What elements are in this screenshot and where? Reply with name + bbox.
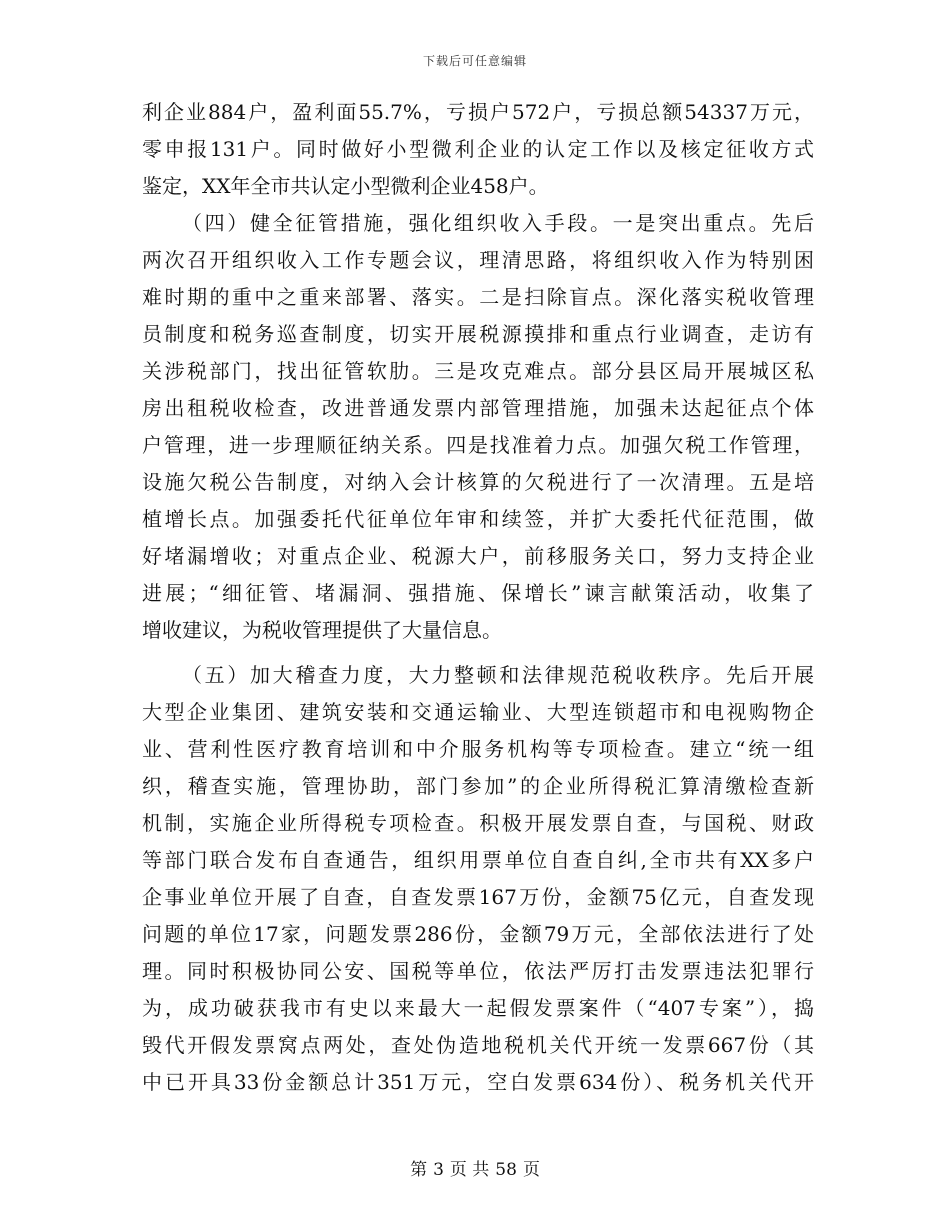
- page-footer: [0, 1155, 950, 1180]
- paragraph-line: 中已开具33份金额总计351万元，空白发票634份）、税务机关代开: [142, 1070, 814, 1094]
- paragraph-line: 问题的单位17家，问题发票286份，金额79万元，全部依法进行了处: [142, 922, 814, 946]
- total-page-count: 58: [495, 1160, 517, 1180]
- paragraph-line: 员制度和税务巡查制度，切实开展税源摸排和重点行业调查，走访有: [142, 322, 814, 346]
- paragraph-line: 大型企业集团、建筑安装和交通运输业、大型连锁超市和电视购物企: [142, 700, 814, 724]
- paragraph-line: 织，稽查实施，管理协助，部门参加”的企业所得税汇算清缴检查新: [142, 774, 814, 798]
- paragraph-3: [142, 657, 814, 1101]
- paragraph-line: 两次召开组织收入工作专题会议，理清思路，将组织收入作为特别困: [142, 248, 814, 272]
- paragraph-1: [142, 94, 814, 205]
- paragraph-line: 难时期的重中之重来部署、落实。二是扫除盲点。深化落实税收管理: [142, 285, 814, 309]
- paragraph-line: 利企业884户，盈利面55.7%，亏损户572户，亏损总额54337万元，: [142, 100, 814, 124]
- page-header: 下载后可任意编辑: [422, 54, 527, 68]
- paragraph-line: 户管理，进一步理顺征纳关系。四是找准着力点。加强欠税工作管理，: [142, 433, 814, 457]
- paragraph-line: 零申报131户。同时做好小型微利企业的认定工作以及核定征收方式: [142, 137, 814, 161]
- paragraph-line: 房出租税收检查，改进普通发票内部管理措施，加强未达起征点个体: [142, 396, 814, 420]
- paragraph-line: 等部门联合发布自查通告，组织用票单位自查自纠,全市共有XX多户: [142, 848, 814, 872]
- footer-prefix: 第: [410, 1160, 428, 1180]
- paragraph-line: 毁代开假发票窝点两处，查处伪造地税机关代开统一发票667份（其: [142, 1033, 814, 1057]
- paragraph-line: （四）健全征管措施，强化组织收入手段。一是突出重点。先后: [182, 211, 814, 235]
- current-page-number: 3: [433, 1160, 444, 1180]
- paragraph-line: 为，成功破获我市有史以来最大一起假发票案件（“407专案”），捣: [142, 996, 814, 1020]
- paragraph-line: 进展；“细征管、堵漏洞、强措施、保增长”谏言献策活动，收集了: [142, 581, 814, 605]
- footer-suffix: 页: [522, 1160, 540, 1180]
- footer-middle: 页 共: [449, 1160, 490, 1180]
- paragraph-line: 机制，实施企业所得税专项检查。积极开展发票自查，与国税、财政: [142, 811, 814, 835]
- document-body: [142, 94, 814, 1101]
- paragraph-line: 植增长点。加强委托代征单位年审和续签，并扩大委托代征范围，做: [142, 507, 814, 531]
- paragraph-line: 理。同时积极协同公安、国税等单位，依法严厉打击发票违法犯罪行: [142, 959, 814, 983]
- paragraph-line: （五）加大稽查力度，大力整顿和法律规范税收秩序。先后开展: [182, 663, 814, 687]
- paragraph-line: 关涉税部门，找出征管软肋。三是攻克难点。部分县区局开展城区私: [142, 359, 814, 383]
- paragraph-line: 企事业单位开展了自查，自查发票167万份，金额75亿元，自查发现: [142, 885, 814, 909]
- paragraph-2: [142, 205, 814, 649]
- paragraph-line: 业、营利性医疗教育培训和中介服务机构等专项检查。建立“统一组: [142, 737, 814, 761]
- paragraph-line: 设施欠税公告制度，对纳入会计核算的欠税进行了一次清理。五是培: [142, 470, 814, 494]
- paragraph-line: 鉴定，XX年全市共认定小型微利企业458户。: [142, 174, 549, 198]
- paragraph-line: 增收建议，为税收管理提供了大量信息。: [142, 618, 502, 642]
- paragraph-line: 好堵漏增收；对重点企业、税源大户，前移服务关口，努力支持企业: [142, 544, 814, 568]
